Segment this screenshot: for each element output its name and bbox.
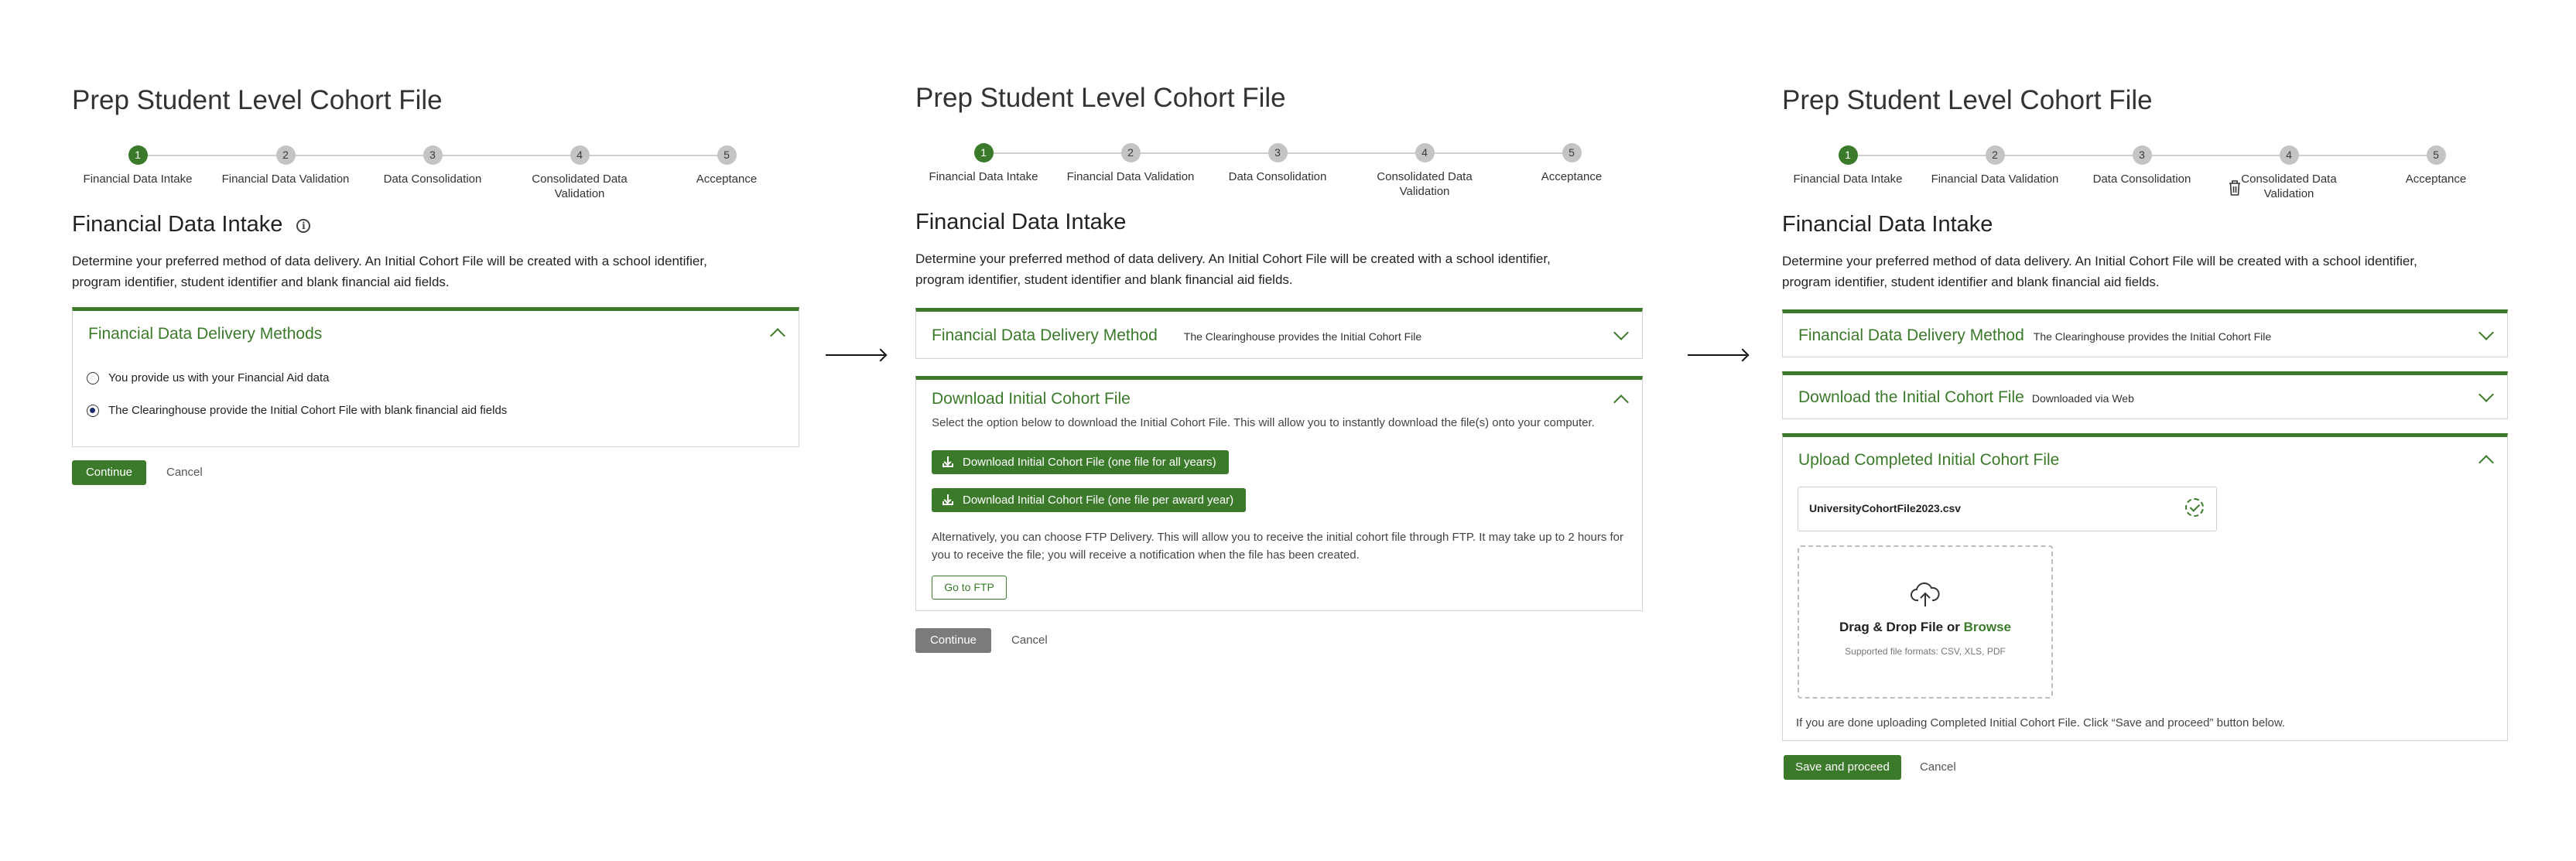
download-instructions: Select the option below to download the Initial Cohort File. This will allow you to instantly download the file(s) onto your computer. [932,416,1595,429]
description-line: Determine your preferred method of data delivery. An Initial Cohort File will be created with a school identifier, [915,251,1551,266]
radio-option-clearinghouse[interactable] [87,404,507,417]
step-label: Consolidated Data Validation [1377,170,1473,198]
section-title: Financial Data Intake [915,210,1127,234]
page-title: Prep Student Level Cohort File [1782,85,2153,115]
step-number: 3 [2133,145,2152,165]
page-title: Prep Student Level Cohort File [72,85,443,115]
step-2 [1925,145,2065,186]
step-number: 4 [1415,143,1435,162]
section-description [1782,251,2479,292]
uploaded-file-name: UniversityCohortFile2023.csv [1809,502,1962,514]
step-label: Data Consolidation [383,173,482,186]
progress-stepper [72,145,799,207]
step-3 [363,145,502,186]
cancel-button[interactable]: Cancel [1011,634,1048,647]
step-3 [2072,145,2212,186]
button-label: Download Initial Cohort File (one file per award year) [963,494,1234,507]
upload-done-instructions: If you are done uploading Completed Initial Cohort File. Click “Save and proceed” button below. [1796,716,2286,729]
delivery-method-card[interactable] [1782,309,2508,357]
continue-button[interactable]: Continue [72,460,146,485]
cancel-button[interactable]: Cancel [1920,760,1956,774]
chevron-up-icon[interactable] [770,328,785,343]
chevron-down-icon[interactable] [1613,325,1629,340]
section-title: Financial Data Intake [1782,212,1993,237]
dropzone-text: Drag & Drop File or [1839,620,1964,634]
step-label: Acceptance [1541,170,1603,183]
section-title-text: Financial Data Intake [72,212,283,237]
step-label: Financial Data Intake [83,173,193,186]
step-number: 5 [1562,143,1582,162]
continue-button[interactable]: Continue [915,628,991,653]
download-icon [942,456,953,467]
radio-button-selected[interactable] [87,405,99,417]
go-to-ftp-button[interactable]: Go to FTP [932,576,1007,600]
card-title: Financial Data Delivery Method [1798,326,2024,344]
step-label: Financial Data Validation [1931,173,2059,186]
upload-file-card [1782,433,2508,741]
card-header[interactable] [73,311,799,357]
progress-stepper [1782,145,2508,207]
step-1 [68,145,207,186]
step-5 [657,145,796,186]
arrow-right-icon [826,354,884,356]
card-header[interactable] [1783,375,2507,419]
download-per-year-button[interactable] [932,488,1246,512]
card-header[interactable] [916,312,1642,359]
step-number: 2 [1121,143,1141,162]
description-line: program identifier, student identifier and blank financial aid fields. [72,275,450,289]
step-4 [1355,143,1494,199]
file-dropzone[interactable] [1798,545,2053,699]
download-icon [942,494,953,505]
step-number: 2 [276,145,296,165]
step-label: Financial Data Intake [929,170,1038,183]
step-number: 5 [2427,145,2446,165]
step-5 [2366,145,2506,186]
step-number: 2 [1986,145,2005,165]
step-number: 1 [128,145,148,165]
step-5 [1502,143,1641,184]
step-label: Financial Data Intake [1793,173,1903,186]
delivery-method-card[interactable] [915,308,1643,359]
step-label: Financial Data Validation [221,173,350,186]
radio-button[interactable] [87,372,99,384]
cancel-button[interactable]: Cancel [166,466,203,479]
page-title: Prep Student Level Cohort File [915,83,1286,113]
step-label: Consolidated Data Validation [532,173,628,200]
check-circle-icon [2185,498,2204,517]
download-file-card[interactable] [1782,371,2508,419]
uploaded-file-row[interactable] [1798,487,2217,531]
card-summary: Downloaded via Web [2031,392,2134,405]
description-line: Determine your preferred method of data delivery. An Initial Cohort File will be created with a school identifier, [1782,254,2417,268]
section-description [915,248,1612,290]
section-title [72,212,310,237]
step-1 [1778,145,1917,186]
chevron-down-icon[interactable] [2479,325,2494,340]
arrow-right-icon [1688,354,1746,356]
save-and-proceed-button[interactable]: Save and proceed [1784,755,1901,780]
radio-option-provide-data[interactable] [87,371,329,384]
chevron-down-icon[interactable] [2479,387,2494,402]
radio-label: You provide us with your Financial Aid data [108,371,330,384]
step-label: Financial Data Validation [1066,170,1195,183]
browse-link[interactable]: Browse [1963,620,2011,634]
card-title: Download Initial Cohort File [932,390,1131,408]
step-1 [914,143,1053,184]
radio-label: The Clearinghouse provide the Initial Cohort File with blank financial aid fields [108,404,508,417]
step-number: 1 [974,143,994,162]
chevron-up-icon[interactable] [1613,395,1629,410]
dropzone-label [1799,620,2051,635]
ftp-instructions-line: Alternatively, you can choose FTP Delivery. This will allow you to receive the initial cohort file through FTP. It may take up to 2 hours for [932,531,1624,544]
step-number: 1 [1839,145,1858,165]
card-title: Financial Data Delivery Method [932,326,1158,344]
step-label: Consolidated Data Validation [2241,173,2337,200]
section-description [72,251,768,292]
info-icon[interactable]: i [296,219,310,233]
step-2 [1061,143,1200,184]
button-label: Download Initial Cohort File (one file for all years) [963,456,1216,469]
ftp-instructions [932,528,1628,564]
ftp-instructions-line: you to receive the file; you will receive a notification when the file has been created. [932,548,1360,562]
card-title: Download the Initial Cohort File [1798,388,2024,406]
description-line: Determine your preferred method of data delivery. An Initial Cohort File will be created with a school identifier, [72,254,707,268]
card-summary: The Clearinghouse provides the Initial Cohort File [1183,330,1422,343]
step-3 [1208,143,1347,184]
step-number: 4 [2280,145,2299,165]
step-number: 3 [1268,143,1288,162]
step-label: Acceptance [2405,173,2467,186]
step-label: Acceptance [696,173,758,186]
delivery-methods-card [72,307,799,447]
progress-stepper [915,143,1643,205]
card-header[interactable] [1783,437,2507,483]
chevron-up-icon[interactable] [2479,455,2494,470]
card-title: Upload Completed Initial Cohort File [1798,451,2060,469]
step-number: 5 [717,145,737,165]
step-label: Data Consolidation [1228,170,1327,183]
card-header[interactable] [916,380,1642,419]
step-number: 3 [423,145,443,165]
step-4 [510,145,649,201]
trash-icon[interactable] [2228,179,2242,196]
cloud-upload-icon [1910,581,1941,607]
step-label: Data Consolidation [2092,173,2191,186]
step-2 [216,145,355,186]
card-title: Financial Data Delivery Methods [88,325,323,343]
step-number: 4 [570,145,590,165]
download-file-card [915,376,1643,611]
card-summary: The Clearinghouse provides the Initial Cohort File [2033,330,2272,343]
download-all-years-button[interactable] [932,450,1229,474]
supported-formats: Supported file formats: CSV, XLS, PDF [1845,646,2006,657]
card-header[interactable] [1783,313,2507,357]
description-line: program identifier, student identifier and blank financial aid fields. [1782,275,2160,289]
description-line: program identifier, student identifier and blank financial aid fields. [915,272,1293,287]
